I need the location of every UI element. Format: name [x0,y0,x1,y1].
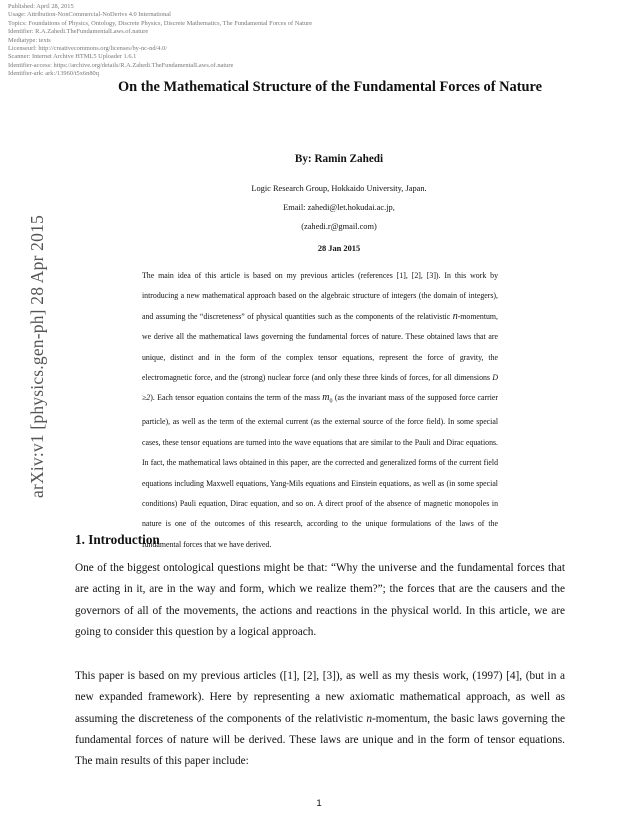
metadata-line: Identifier-access: https://archive.org/details/R.A.Zahedi.TheFundamentalLaws.of.nature [8,61,234,69]
metadata-line: Identifier-ark: ark:/13960/t5x6n80q [8,70,99,78]
metadata-line: Licenseurl: http://creativecommons.org/licenses/by-nc-nd/4.0/ [8,45,168,53]
math-n: n [366,712,373,725]
metadata-line: Usage: Attribution-NonCommercial-NoDerivs 4.0 International [8,11,171,19]
affiliation: Logic Research Group, Hokkaido University, Japan. [251,184,427,193]
paragraph-text: -momentum, the basic laws governing the fundamental forces of nature will be derived. These laws are unique and in the form of tensor equations. The main results of this paper include: [75,712,565,768]
archive-metadata-block [8,3,428,79]
metadata-line: Published: April 28, 2015 [8,3,74,10]
email: Email: zahedi@let.hokudai.ac.jp, [283,203,395,212]
math-mass-subscript: 0 [329,399,333,405]
author-line: By: Ramin Zahedi [294,153,384,165]
math-dimension: D ≥2 [142,373,498,403]
intro-paragraph-2 [75,666,565,772]
intro-paragraph-1: One of the biggest ontological questions might be that: “Why the universe and the fundamental forces that are acting in it, are in the way and form, which we realize them?”; the forces that are the causers and the governors of all of the movements, the actions and reactions in the physical world. In this article, we are going to consider this question by a logical approach. [75,562,565,638]
metadata-line: Identifier: R.A.Zahedi.TheFundamentalLaws.of.nature [8,28,149,36]
page-number: 1 [316,798,322,809]
metadata-line: Mediatype: texts [8,36,51,44]
abstract-text: (as the invariant mass of the supposed force carrier particle), as well as the term of the external current (as the external source of the force field). In some special cases, these tensor equations are turned into the wave equations that are similar to the Pauli and Dirac equations. In fact, the mathematical laws obtained in this paper, are the corrected and generalized forms of the current field equations including Maxwell equations, Yang-Mils equations and Einstein equations, as well as (in some special conditions) Pauli equation, Dirac equation, and so on. A direct proof of the absence of magnetic monopoles in nature is one of the outcomes of this research, according to the unique formulations of the laws of the fundamental forces that we have derived. [142,393,499,549]
abstract-text: -momentum, we derive all the mathematical laws governing the fundamental forces of nature. These obtained laws that are unique, distinct and in the form of the complex tensor equations, represent the force of gravity, the electromagnetic force, and the (strong) nuclear force (and only these three kinds of forces, for all dimensions [142,311,498,383]
abstract-text: ). Each tensor equation contains the term of the mass [150,393,323,403]
email-alt: (zahedi.r@gmail.com) [301,222,377,231]
abstract [142,266,498,555]
arxiv-stamp: arXiv:v1 [physics.gen-ph] 28 Apr 2015 [27,215,47,498]
math-mass: m [322,392,330,404]
abstract-text: The main idea of this article is based on my previous articles (references [1], [2], [3]). In this work by introducing a new mathematical approach based on the algebraic structure of integers (the domain of integers), and assuming the “discreteness” of physical quantities such as the components of the relativistic [142,271,498,321]
metadata-line: Scanner: Internet Archive HTML5 Uploader 1.6.1 [8,53,137,61]
metadata-line: Topics: Foundations of Physics, Ontology, Discrete Physics, Discrete Mathematics, The Fundamental Forces of Nature [8,19,313,27]
paper-title: On the Mathematical Structure of the Fundamental Forces of Nature [117,79,543,95]
math-n: n [452,310,458,322]
paper-date: 28 Jan 2015 [317,244,361,253]
section-heading: 1. Introduction [75,532,160,547]
paragraph-text: This paper is based on my previous articles ([1], [2], [3]), as well as my thesis work, (1997) [4], (but in a new expanded framework). Here by representing a new axiomatic mathematical approach, as well as assuming the discreteness of the components of the relativistic [75,670,565,725]
